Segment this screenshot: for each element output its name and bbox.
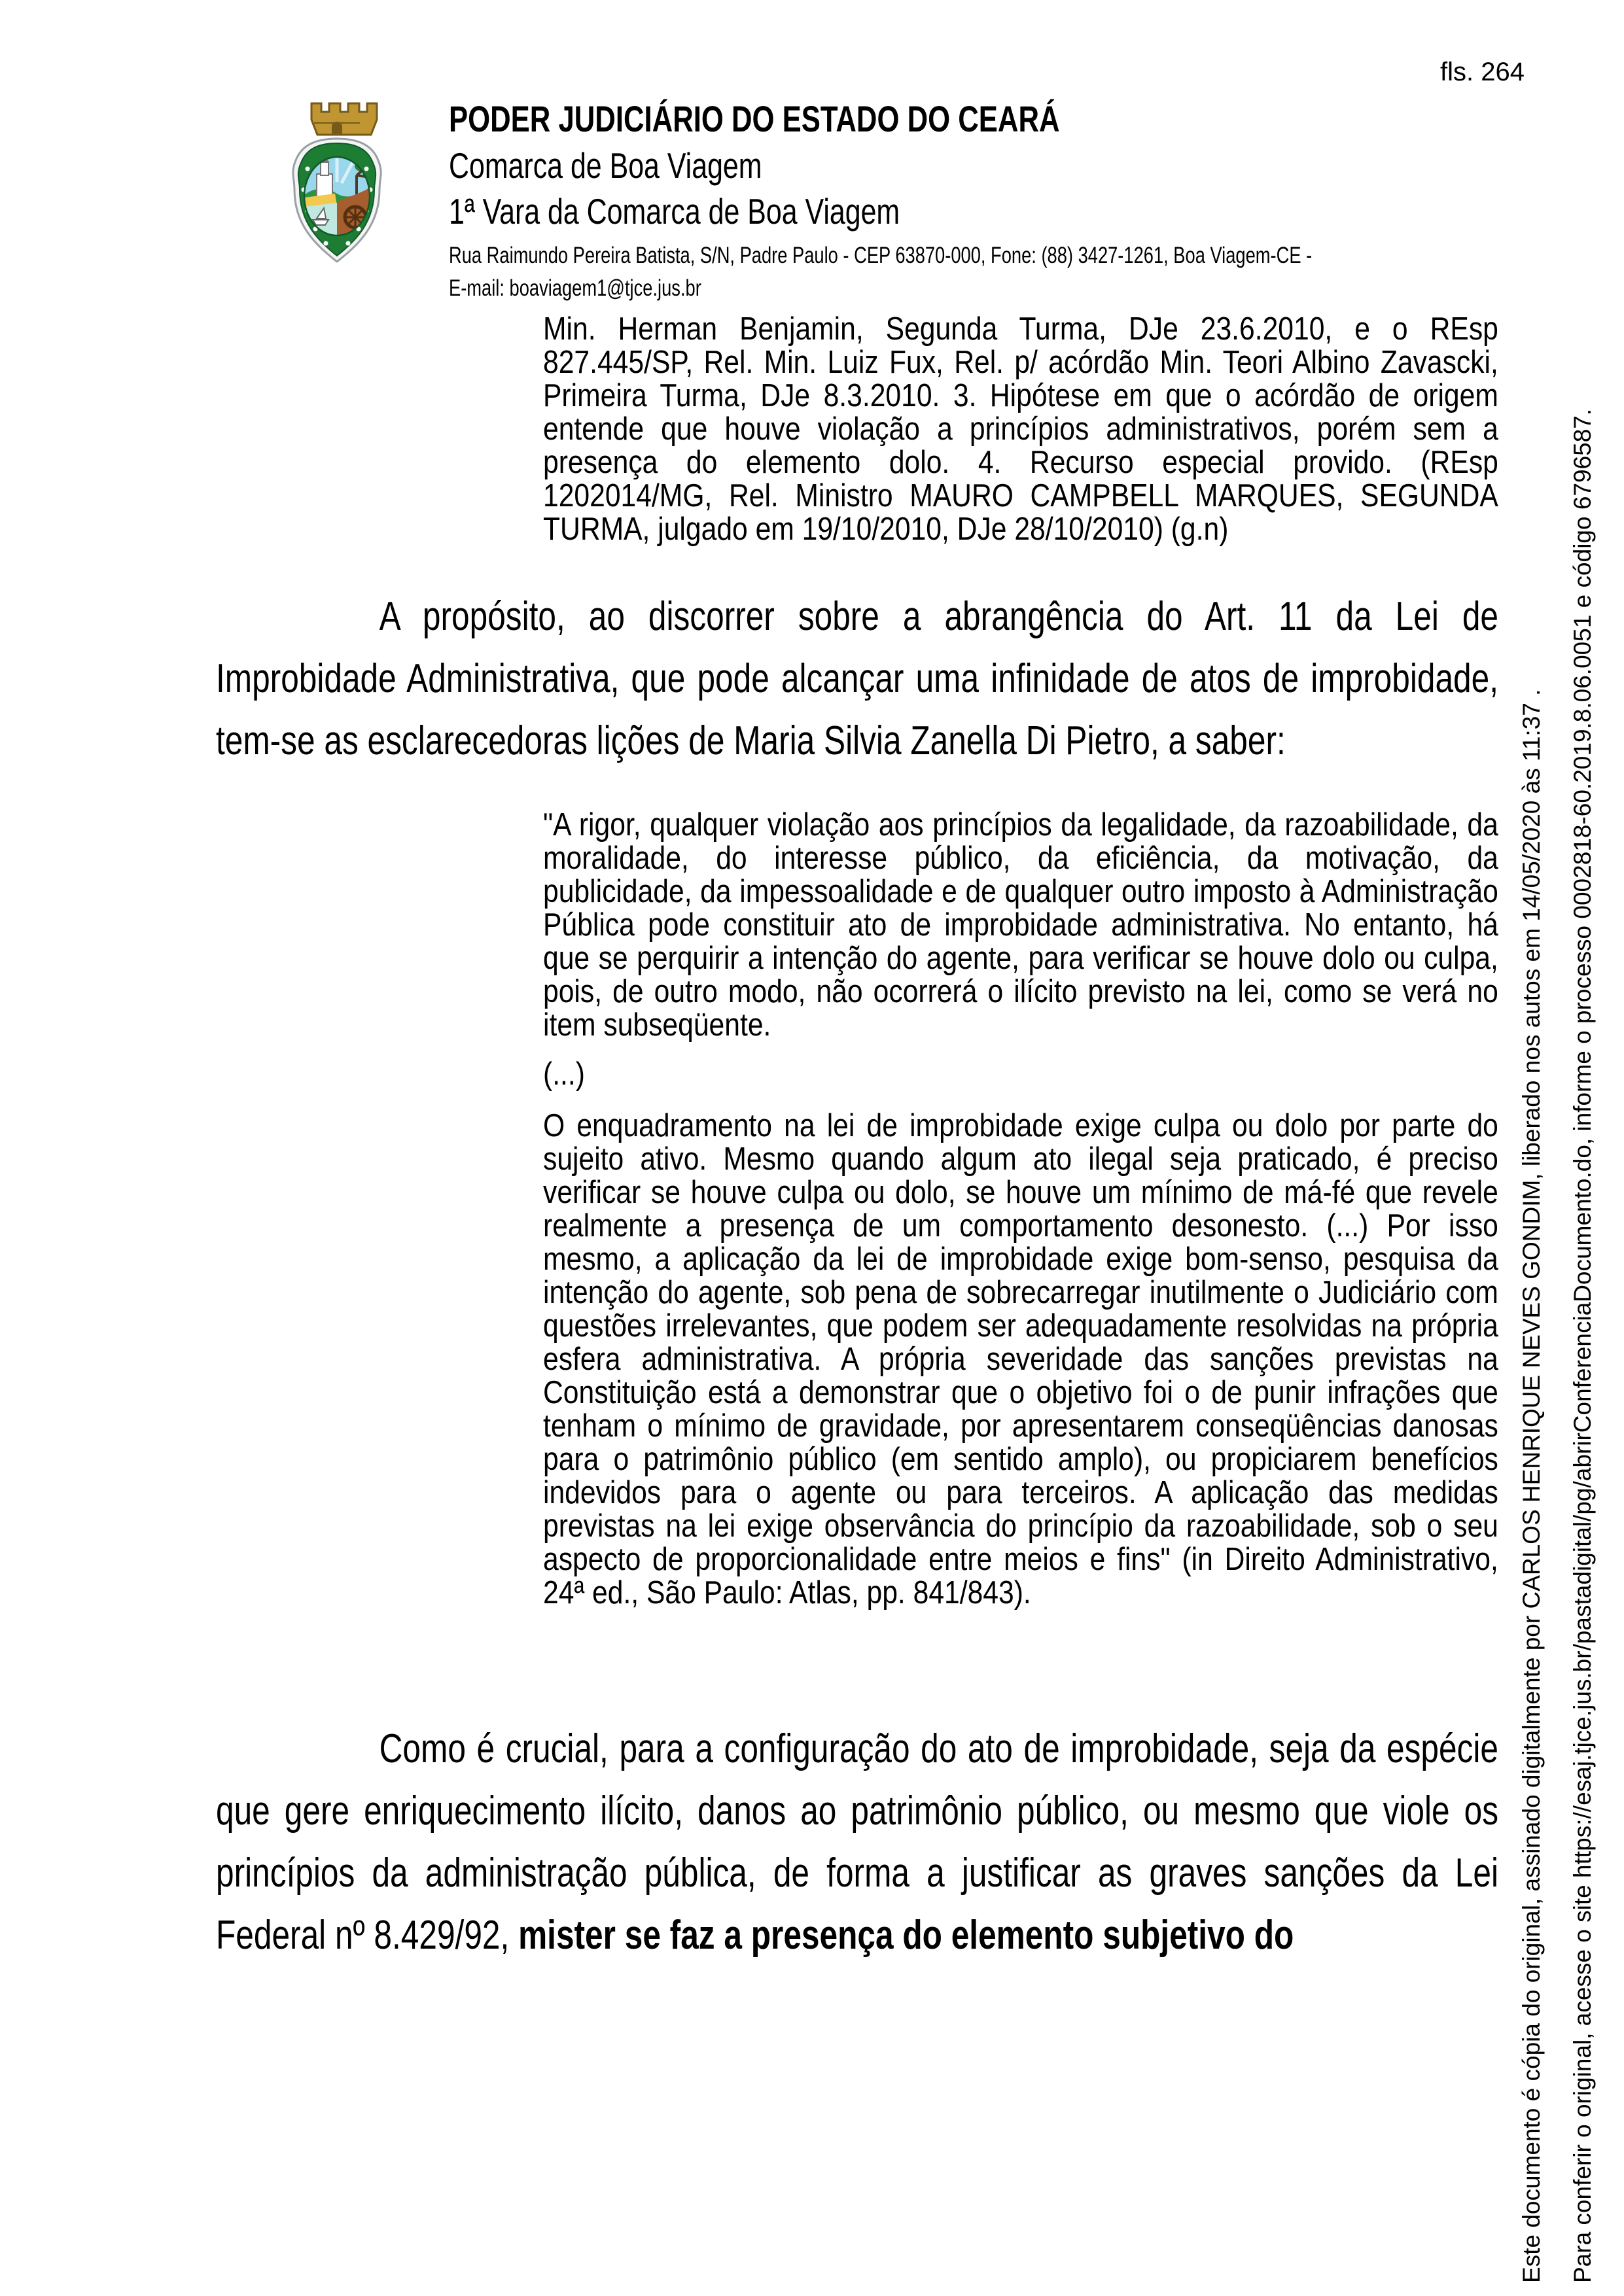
- court-address: Rua Raimundo Pereira Batista, S/N, Padre Paulo - CEP 63870-000, Fone: (88) 3427-1261, Boa Viagem-CE -: [449, 243, 1313, 268]
- doctrine-citation-block: [543, 809, 1498, 1610]
- ceara-coat-of-arms-icon: [275, 97, 399, 266]
- document-body: [216, 313, 1624, 1966]
- signature-stamp-line-1: Este documento é cópia do original, assinado digitalmente por CARLOS HENRIQUE NEVES GONDIM, liberado nos autos em 14/05/2020 às 11:37 .: [1518, 689, 1545, 2283]
- paragraph-conclusion: [216, 1718, 1498, 1966]
- paragraph-introduction: A propósito, ao discorrer sobre a abrangência do Art. 11 da Lei de Improbidade Administrativa, que pode alcançar uma infinidade de atos de improbidade, tem-se as esclarecedoras lições de Maria Silvia Zanella Di Pietro, a saber:: [216, 594, 1498, 763]
- doctrine-citation-part-1: "A rigor, qualquer violação aos princípios da legalidade, da razoabilidade, da moralidade, do interesse público, da eficiência, da motivação, da publicidade, da impessoalidade e de qualquer outro imposto à Administração Pública pode constituir ato de improbidade administrativa. No entanto, há que se perquirir a intenção do agente, para verificar se houve dolo ou culpa, pois, de outro modo, não ocorrerá o ilícito previsto na lei, como se verá no item subseqüente.: [543, 807, 1498, 1043]
- paragraph-conclusion-text: Como é crucial, para a configuração do ato de improbidade, seja da espécie que gere enriquecimento ilícito, danos ao patrimônio público, ou mesmo que viole os princípios da administração pública, de forma a justificar as graves sanções da Lei Federal nº 8.429/92,: [216, 1726, 1498, 1958]
- doctrine-citation-ellipsis: (...): [543, 1056, 585, 1092]
- paragraph-conclusion-bold-text: mister se faz a presença do elemento subjetivo do: [518, 1913, 1294, 1958]
- doctrine-citation-part-2: O enquadramento na lei de improbidade exige culpa ou dolo por parte do sujeito ativo. Mesmo quando algum ato ilegal seja praticado, é preciso verificar se houve culpa ou dolo, se houve um mínimo de má-fé que revele realmente a presença de um comportamento desonesto. (...) Por isso mesmo, a aplicação da lei de improbidade exige bom-senso, pesquisa da intenção do agente, sob pena de sobrecarregar inutilmente o Judiciário com questões irrelevantes, que podem ser adequadamente resolvidas na própria esfera administrativa. A própria severidade das sanções previstas na Constituição está a demonstrar que o objetivo foi o de punir infrações que tenham o mínimo de gravidade, por apresentarem conseqüências danosas para o patrimônio público (em sentido amplo), ou propiciarem benefícios indevidos para o agente ou para terceiros. A aplicação das medidas previstas na lei exige observância do princípio da razoabilidade, sob o seu aspecto de proporcionalidade entre meios e fins" (in Direito Administrativo, 24ª ed., São Paulo: Atlas, pp. 841/843).: [543, 1108, 1498, 1610]
- page-number: fls. 264: [1440, 58, 1525, 86]
- mural-crown-icon: [311, 103, 377, 135]
- digital-signature-stamp: [1506, 190, 1611, 2283]
- signature-stamp-line-2: Para conferir o original, acesse o site https://esaj.tjce.jus.br/pastadigital/pg/abrirConferenciaDocumento.do, informe o processo 0002818-60.2019.8.06.0051 e código 6796587.: [1569, 408, 1596, 2283]
- vara-name: 1ª Vara da Comarca de Boa Viagem: [449, 191, 900, 232]
- court-name: PODER JUDICIÁRIO DO ESTADO DO CEARÁ: [449, 98, 1060, 139]
- jurisprudence-citation-block: Min. Herman Benjamin, Segunda Turma, DJe 23.6.2010, e o REsp 827.445/SP, Rel. Min. Luiz Fux, Rel. p/ acórdão Min. Teori Albino Zavascki, Primeira Turma, DJe 8.3.2010. 3. Hipótese em que o acórdão de origem entende que houve violação a princípios administrativos, porém sem a presença do elemento dolo. 4. Recurso especial provido. (REsp 1202014/MG, Rel. Ministro MAURO CAMPBELL MARQUES, SEGUNDA TURMA, julgado em 19/10/2010, DJe 28/10/2010) (g.n): [543, 311, 1498, 547]
- comarca-name: Comarca de Boa Viagem: [449, 145, 762, 186]
- court-email: E-mail: boaviagem1@tjce.jus.br: [449, 275, 701, 301]
- letterhead: [449, 96, 1624, 305]
